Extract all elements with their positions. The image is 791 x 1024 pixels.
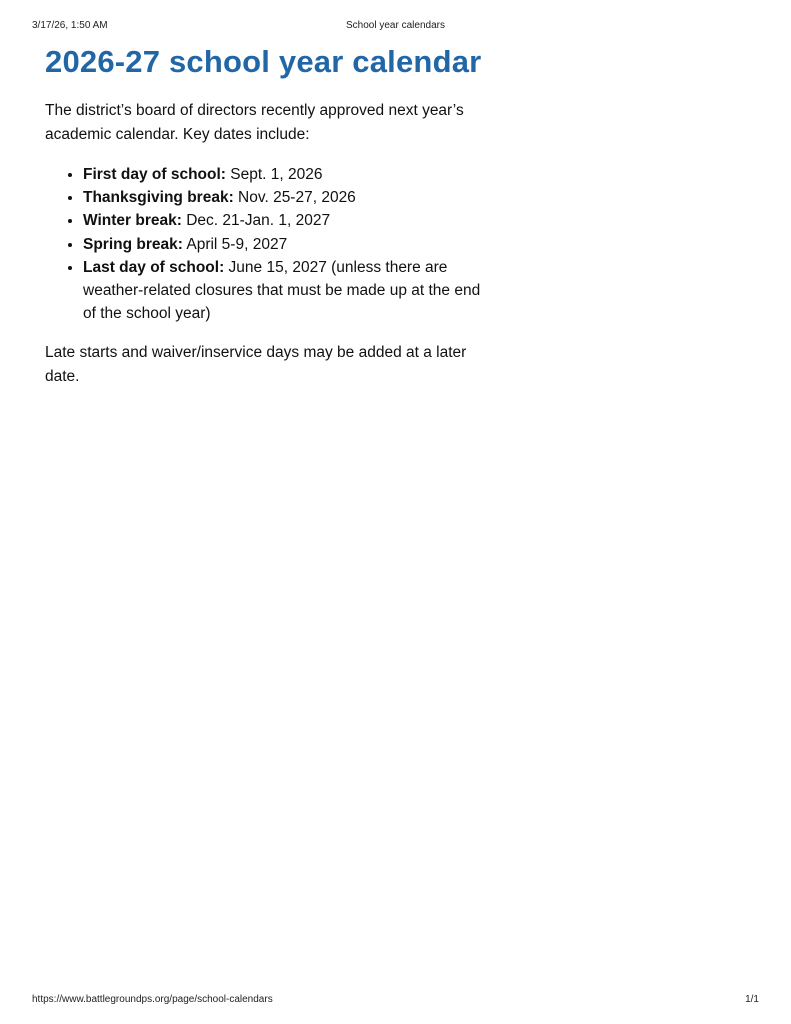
print-footer — [32, 993, 759, 1007]
key-date-item — [83, 256, 495, 326]
key-date-label: Thanksgiving break: — [83, 189, 234, 207]
print-url: https://www.battlegroundps.org/page/school-calendars — [32, 994, 273, 1005]
page-title: 2026-27 school year calendar — [45, 44, 482, 79]
key-dates-list — [45, 163, 495, 325]
key-date-value: Sept. 1, 2026 — [225, 166, 323, 183]
print-page-title: School year calendars — [346, 20, 445, 31]
print-page-number: 1/1 — [745, 994, 759, 1005]
intro-paragraph: The district’s board of directors recently approved next year’s academic calendar. Key dates include: — [45, 102, 464, 143]
key-date-label: Spring break: — [83, 235, 183, 253]
key-date-value: Dec. 21-Jan. 1, 2027 — [181, 212, 331, 230]
key-date-label: Winter break: — [83, 212, 182, 230]
closing-paragraph: Late starts and waiver/inservice days may be added at a later date. — [45, 344, 467, 385]
article — [45, 40, 495, 388]
key-date-item — [83, 163, 495, 186]
key-date-label: First day of school: — [83, 166, 226, 183]
key-date-item — [83, 209, 495, 232]
key-date-value: Nov. 25-27, 2026 — [233, 189, 356, 207]
key-date-value: June 15, 2027 (unless there are weather-related closures that must be made up at the end of the school year) — [83, 258, 481, 323]
key-date-item — [83, 186, 495, 209]
key-date-label: Last day of school: — [83, 258, 225, 276]
print-header — [32, 19, 759, 33]
print-datetime: 3/17/26, 1:50 AM — [32, 20, 108, 31]
key-date-item — [83, 233, 495, 256]
key-date-value: April 5-9, 2027 — [182, 235, 288, 253]
